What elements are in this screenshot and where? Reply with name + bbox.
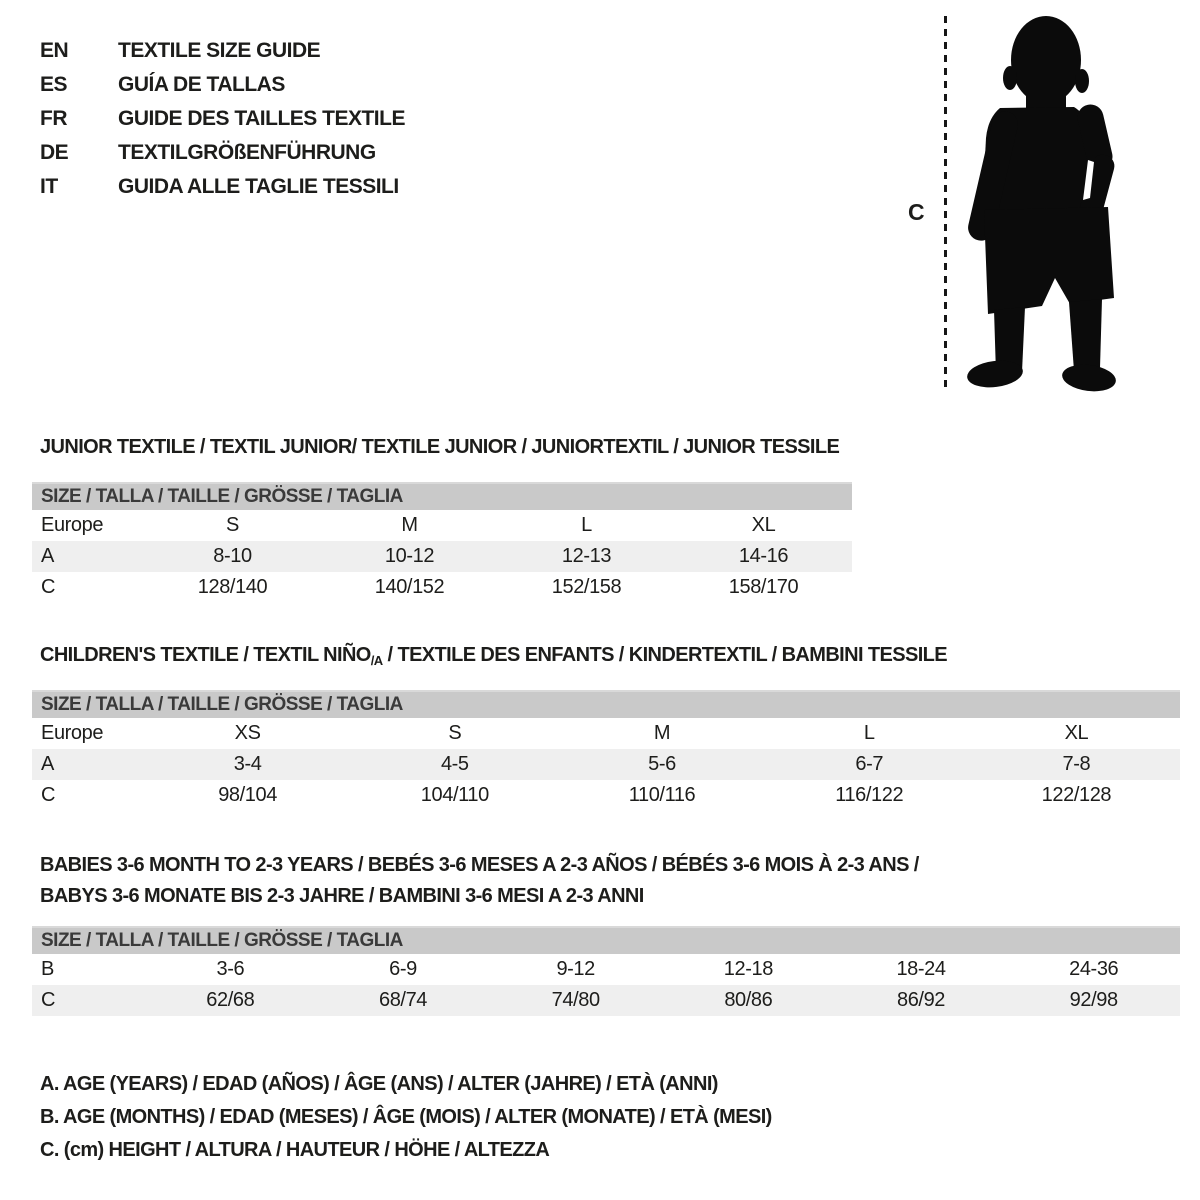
language-row-de	[40, 136, 405, 170]
height-cell: 98/104	[218, 784, 277, 806]
table-row	[32, 572, 852, 603]
height-measure-dashed-line	[944, 16, 947, 390]
babies-size-table	[32, 926, 1180, 1016]
height-cell: 92/98	[1069, 989, 1118, 1011]
table-row	[32, 780, 1180, 811]
height-cell: 140/152	[374, 576, 445, 598]
height-cell: 74/80	[551, 989, 600, 1011]
height-cell: 122/128	[1041, 784, 1112, 806]
age-cell: 10-12	[384, 545, 435, 567]
junior-size-table	[32, 482, 852, 603]
size-cell: S	[448, 722, 462, 744]
row-label: A	[41, 753, 54, 775]
language-code: EN	[40, 39, 69, 62]
children-section-title	[40, 644, 947, 668]
size-cell: XL	[751, 514, 776, 536]
age-cell: 12-13	[561, 545, 612, 567]
legend-footnotes	[40, 1068, 772, 1167]
guide-title-de: TEXTILGRÖßENFÜHRUNG	[118, 141, 376, 164]
children-title-part2: / TEXTILE DES ENFANTS / KINDERTEXTIL / BAMBINI TESSILE	[382, 644, 948, 666]
children-title-sub: /A	[370, 653, 383, 668]
age-cell: 4-5	[440, 753, 469, 775]
children-title-part1: CHILDREN'S TEXTILE / TEXTIL NIÑO	[40, 644, 371, 666]
table-header: SIZE / TALLA / TAILLE / GRÖSSE / TAGLIA	[32, 690, 1180, 718]
age-cell: 24-36	[1069, 958, 1119, 980]
height-cell: 116/122	[835, 784, 904, 806]
row-label: C	[41, 989, 56, 1011]
footnote-a: A. AGE (YEARS) / EDAD (AÑOS) / ÂGE (ANS) / ALTER (JAHRE) / ETÀ (ANNI)	[40, 1073, 718, 1095]
row-label: Europe	[41, 514, 104, 536]
language-code: IT	[40, 175, 58, 198]
language-row-en	[40, 34, 405, 68]
footnote-c: C. (cm) HEIGHT / ALTURA / HAUTEUR / HÖHE / ALTEZZA	[40, 1139, 550, 1161]
height-cell: 62/68	[206, 989, 255, 1011]
table-row	[32, 749, 1180, 780]
guide-title-it: GUIDA ALLE TAGLIE TESSILI	[118, 175, 399, 198]
size-cell: L	[863, 722, 875, 744]
height-cell: 86/92	[896, 989, 946, 1011]
age-cell: 18-24	[896, 958, 946, 980]
size-cell: XL	[1064, 722, 1089, 744]
guide-title-en: TEXTILE SIZE GUIDE	[118, 39, 321, 62]
guide-title-fr: GUIDE DES TAILLES TEXTILE	[118, 107, 405, 130]
row-label: B	[41, 958, 54, 980]
row-label: A	[41, 545, 54, 567]
size-cell: XS	[234, 722, 261, 744]
babies-section-title	[40, 850, 919, 912]
babies-title-line1: BABIES 3-6 MONTH TO 2-3 YEARS / BEBÉS 3-6 MESES A 2-3 AÑOS / BÉBÉS 3-6 MOIS À 2-3 ANS /	[40, 854, 919, 876]
language-title-list	[40, 34, 405, 204]
age-cell: 5-6	[648, 753, 676, 775]
footnote-b: B. AGE (MONTHS) / EDAD (MESES) / ÂGE (MOIS) / ALTER (MONATE) / ETÀ (MESI)	[40, 1106, 772, 1128]
row-label: Europe	[41, 722, 104, 744]
height-cell: 110/116	[628, 784, 696, 806]
age-cell: 6-7	[855, 753, 884, 775]
language-row-es	[40, 68, 405, 102]
junior-section-title: JUNIOR TEXTILE / TEXTIL JUNIOR/ TEXTILE JUNIOR / JUNIORTEXTIL / JUNIOR TESSILE	[40, 436, 840, 458]
height-cell: 128/140	[197, 576, 268, 598]
age-cell: 7-8	[1062, 753, 1091, 775]
age-cell: 9-12	[556, 958, 595, 980]
guide-title-es: GUÍA DE TALLAS	[118, 73, 285, 96]
height-cell: 158/170	[728, 576, 799, 598]
children-size-table	[32, 690, 1180, 811]
age-cell: 3-6	[216, 958, 245, 980]
age-cell: 6-9	[389, 958, 417, 980]
height-cell: 80/86	[724, 989, 773, 1011]
table-row	[32, 541, 852, 572]
table-row	[32, 718, 1180, 749]
age-cell: 14-16	[738, 545, 789, 567]
size-cell: L	[581, 514, 592, 536]
height-cell: 152/158	[551, 576, 622, 598]
row-label: C	[41, 784, 56, 806]
language-code: ES	[40, 73, 68, 96]
age-cell: 8-10	[213, 545, 252, 567]
table-row	[32, 954, 1180, 985]
language-row-fr	[40, 102, 405, 136]
table-row	[32, 510, 852, 541]
toddler-silhouette-icon	[962, 14, 1122, 394]
language-code: DE	[40, 141, 69, 164]
height-measure-label: C	[908, 199, 925, 225]
age-cell: 3-4	[233, 753, 262, 775]
age-cell: 12-18	[723, 958, 773, 980]
size-cell: M	[653, 722, 671, 744]
table-header: SIZE / TALLA / TAILLE / GRÖSSE / TAGLIA	[32, 482, 852, 510]
size-cell: S	[226, 514, 239, 536]
table-header: SIZE / TALLA / TAILLE / GRÖSSE / TAGLIA	[32, 926, 1180, 954]
language-code: FR	[40, 107, 67, 130]
row-label: C	[41, 576, 56, 598]
babies-title-line2: BABYS 3-6 MONATE BIS 2-3 JAHRE / BAMBINI 3-6 MESI A 2-3 ANNI	[40, 885, 644, 907]
language-row-it	[40, 170, 405, 204]
size-cell: M	[401, 514, 418, 536]
height-cell: 104/110	[420, 784, 489, 806]
height-cell: 68/74	[378, 989, 428, 1011]
table-row	[32, 985, 1180, 1016]
